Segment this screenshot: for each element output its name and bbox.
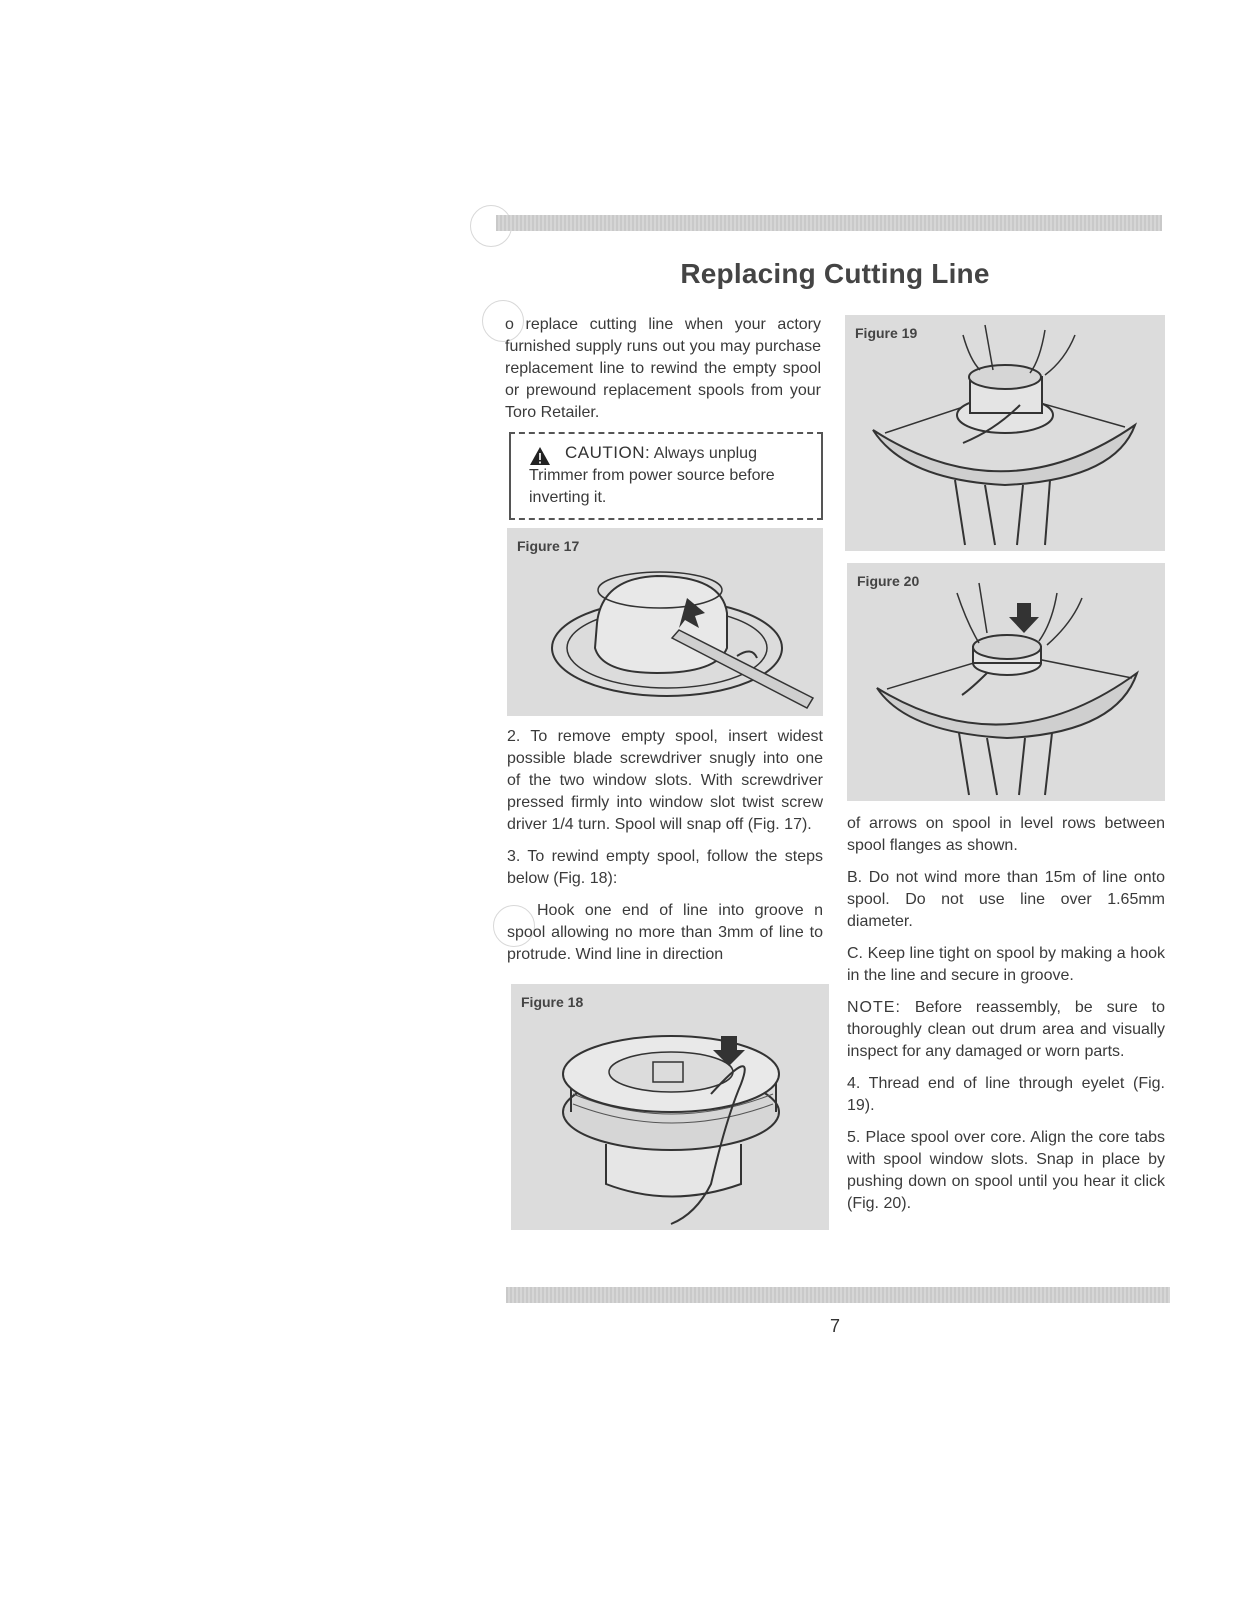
figure-20-caption: Figure 20 [857,573,920,589]
step-a: Hook one end of line into groove n spool allowing no more than 3mm of line to protrude. Wind line in direction [507,902,823,963]
step-b: B. Do not wind more than 15m of line onto spool. Do not use line over 1.65mm diameter. [847,869,1165,930]
spool-winding-illustration [511,984,829,1230]
snap-spool-illustration [847,563,1165,801]
note-paragraph [847,997,1165,1063]
figure-19-caption: Figure 19 [855,325,918,341]
step-a-continued: of arrows on spool in level rows between spool flanges as shown. [847,815,1165,854]
step-c: C. Keep line tight on spool by making a hook in the line and secure in groove. [847,945,1165,984]
step-5: 5. Place spool over core. Align the core tabs with spool window slots. Snap in place by pushing down on spool until you hear it click (Fig. 20). [847,1129,1165,1212]
caution-box [509,432,823,520]
note-label: NOTE: [847,999,901,1016]
page-number: 7 [829,1316,840,1336]
left-steps [507,726,823,976]
figure-20 [847,563,1165,801]
header-rule [496,215,1162,231]
figure-18 [511,984,829,1230]
intro-paragraph [505,314,821,434]
caution-label: CAUTION: [565,443,651,462]
warning-icon [529,446,551,466]
step-4: 4. Thread end of line through eyelet (Fig. 19). [847,1075,1165,1114]
figure-18-caption: Figure 18 [521,994,584,1010]
caution-text: Always unplug Trimmer from power source before inverting it. [529,445,775,506]
step-2: 2. To remove empty spool, insert widest possible blade screwdriver snugly into one of the two window slots. With screwdriver pressed firmly into window slot twist screw driver 1/4 turn. Spool will snap off (Fig. 17). [507,728,823,833]
figure-17-caption: Figure 17 [517,538,580,554]
step-3: 3. To rewind empty spool, follow the steps below (Fig. 18): [507,848,823,887]
note-text: Before reassembly, be sure to thoroughly clean out drum area and visually inspect for any damaged or worn parts. [847,999,1166,1060]
intro-text: o replace cutting line when your actory furnished supply runs out you may purchase replacement line to rewind the empty spool or prewound replacement spools from your Toro Retailer. [505,316,821,421]
thread-eyelet-illustration [845,315,1165,551]
figure-19 [845,315,1165,551]
page-title: Replacing Cutting Line [680,258,990,289]
spool-removal-illustration [507,528,823,716]
figure-17 [507,528,823,716]
right-steps [847,813,1165,1225]
footer-rule [506,1287,1170,1303]
